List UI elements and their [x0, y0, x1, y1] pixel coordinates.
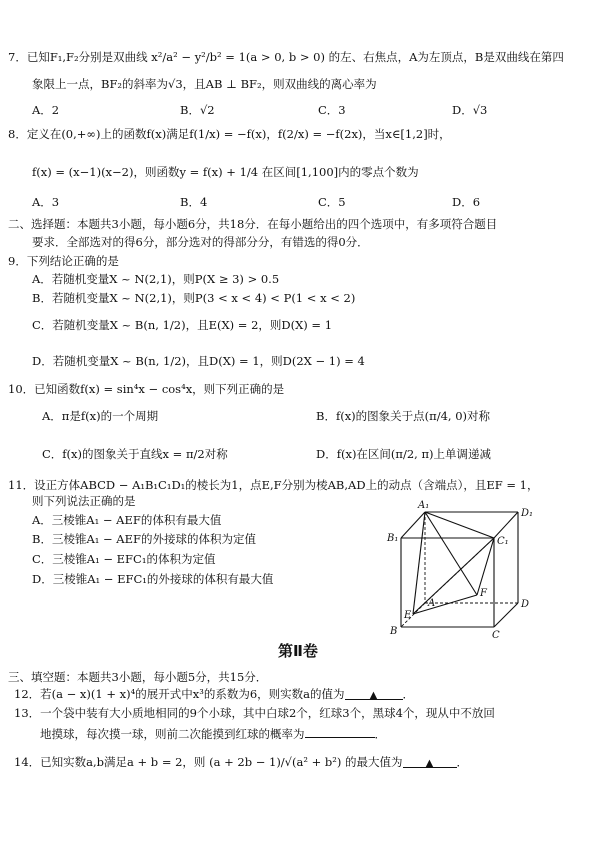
q7-option-a: A．2: [32, 103, 60, 117]
label-a1: A₁: [418, 500, 430, 511]
q10-option-b: B．f(x)的图象关于点(π/4, 0)对称: [316, 409, 491, 423]
segment-a1c1: [425, 512, 494, 538]
section3-heading: 三、填空题：本题共3小题，每小题5分，共15分．: [8, 670, 268, 684]
q9-stem: 9．下列结论正确的是: [8, 254, 119, 268]
label-a: A: [428, 598, 436, 609]
q14-end: ．: [456, 755, 469, 769]
q11-option-b: B．三棱锥A₁ − AEF的外接球的体积为定值: [32, 532, 256, 546]
q7-stem-line2: 象限上一点，BF₂的斜率为√3，且AB ⊥ BF₂，则双曲线的离心率为: [32, 77, 377, 91]
q13-line1: 13．一个袋中装有大小质地相同的9个小球，其中白球2个，红球3个，黑球4个，现从中不放回: [14, 706, 495, 720]
q13-answer-blank[interactable]: [305, 725, 375, 738]
q7-option-c: C．3: [318, 103, 346, 117]
q7-option-d: D．√3: [452, 103, 488, 117]
edge-b1a1: [401, 512, 425, 538]
q10-stem: 10．已知函数f(x) = sin⁴x − cos⁴x，则下列正确的是: [8, 382, 285, 396]
label-f: F: [480, 588, 487, 599]
q11-option-d: D．三棱锥A₁ − EFC₁的外接球的体积有最大值: [32, 572, 274, 586]
q12-end: ．: [402, 687, 414, 701]
q12-triangle-mark: ▲: [369, 690, 378, 701]
q8-option-c: C．5: [318, 195, 346, 209]
q7-option-b: B．√2: [180, 103, 215, 117]
volume-ii-title: 第Ⅱ卷: [278, 642, 318, 660]
section2-heading-line1: 二、选择题：本题共3小题，每小题6分，共18分．在每小题给出的四个选项中，有多项符合题目: [8, 217, 498, 231]
cube-figure: [385, 500, 545, 640]
q9-option-c: C．若随机变量X ~ B(n, 1/2)，且E(X) = 2，则D(X) = 1: [32, 318, 333, 332]
label-d1: D₁: [521, 508, 534, 519]
segment-a1f: [425, 512, 477, 595]
label-d: D: [521, 599, 530, 610]
q9-option-d: D．若随机变量X ~ B(n, 1/2)，且D(X) = 1，则D(2X − 1) = 4: [32, 354, 365, 368]
edge-c1d1: [494, 512, 518, 538]
label-b: B: [390, 626, 398, 637]
q8-option-a: A．3: [32, 195, 60, 209]
q12-answer-blank[interactable]: [345, 687, 403, 700]
q12-line: [14, 687, 414, 701]
section2-heading-line2: 要求．全部选对的得6分，部分选对的得部分分，有错选的得0分．: [32, 235, 369, 249]
q8-option-b: B．4: [180, 195, 208, 209]
q10-option-d: D．f(x)在区间(π/2, π)上单调递减: [316, 447, 492, 461]
label-e: E: [404, 610, 412, 621]
q9-option-a: A．若随机变量X ~ N(2,1)，则P(X ≥ 3) > 0.5: [32, 272, 280, 286]
q10-option-c: C．f(x)的图象关于直线x = π/2对称: [42, 447, 228, 461]
q10-option-a: A．π是f(x)的一个周期: [42, 409, 159, 423]
label-c1: C₁: [497, 536, 509, 547]
q11-stem-line2: 则下列说法正确的是: [32, 494, 136, 508]
edge-cd: [494, 603, 518, 627]
q11-option-c: C．三棱锥A₁ − EFC₁的体积为定值: [32, 552, 216, 566]
q14-line: [14, 755, 468, 769]
q13-text: 地摸球，每次摸一球，则前二次能摸到红球的概率为: [40, 727, 305, 741]
q14-triangle-mark: ▲: [425, 758, 434, 769]
segment-a1e: [413, 512, 425, 614]
q8-stem-line1: 8．定义在(0,+∞)上的函数f(x)满足f(1/x) = −f(x)，f(2/x) = −f(2x)，当x∈[1,2]时，: [8, 127, 451, 141]
q8-stem-line2: f(x) = (x−1)(x−2)，则函数y = f(x) + 1/4 在区间[1,100]内的零点个数为: [32, 165, 419, 179]
q11-option-a: A．三棱锥A₁ − AEF的体积有最大值: [32, 513, 222, 527]
q13-line2: [40, 725, 386, 741]
q9-option-b: B．若随机变量X ~ N(2,1)，则P(3 < x < 4) < P(1 < x < 2): [32, 291, 356, 305]
q13-end: ．: [374, 727, 386, 741]
q14-answer-blank[interactable]: [403, 755, 457, 768]
q11-stem-line1: 11．设正方体ABCD − A₁B₁C₁D₁的棱长为1，点E,F分别为棱AB,AD上的动点（含端点），且EF = 1，: [8, 478, 539, 492]
q12-text: 12．若(a − x)(1 + x)⁴的展开式中x³的系数为6，则实数a的值为: [14, 687, 345, 701]
q8-option-d: D．6: [452, 195, 481, 209]
q7-stem-line1: 7．已知F₁,F₂分别是双曲线 x²/a² − y²/b² = 1(a > 0, b > 0) 的左、右焦点，A为左顶点，B是双曲线在第四: [8, 50, 564, 64]
label-c: C: [492, 630, 500, 640]
q14-text: 14．已知实数a,b满足a + b = 2，则 (a + 2b − 1)/√(a² + b²) 的最大值为: [14, 755, 403, 769]
label-b1: B₁: [387, 533, 399, 544]
